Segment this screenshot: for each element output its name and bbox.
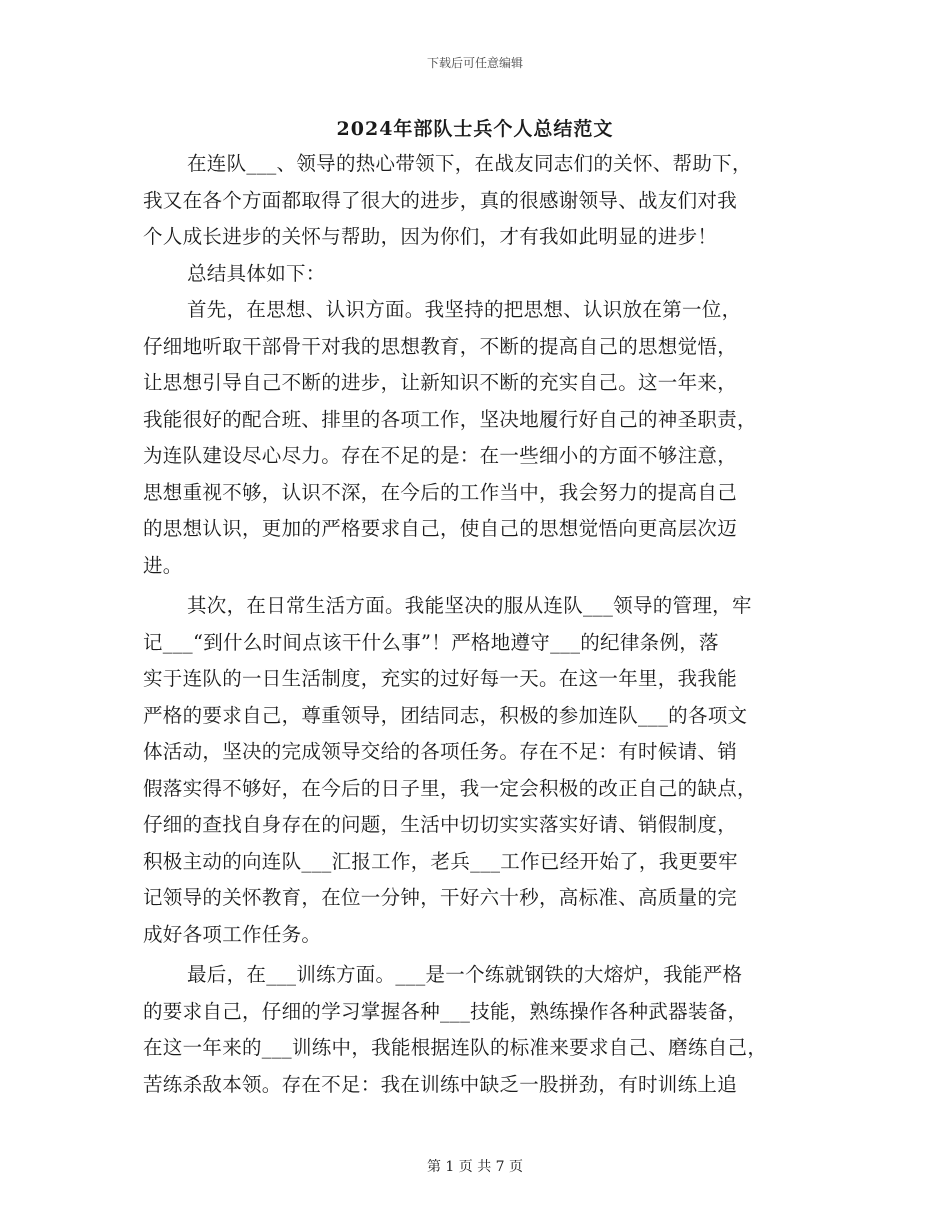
- paragraph-line: 记___“到什么时间点该干什么事”！严格地遵守___的纪律条例，落: [143, 630, 719, 654]
- paragraph-line: 最后，在___训练方面。___是一个练就钢铁的大熔炉，我能严格: [187, 963, 743, 986]
- paragraph-line: 我能很好的配合班、排里的各项工作，坚决地履行好自己的神圣职责，: [143, 407, 757, 431]
- paragraph-line: 让思想引导自己不断的进步，让新知识不断的充实自己。这一年来，: [143, 371, 738, 394]
- paragraph-line: 成好各项工作任务。: [143, 922, 322, 946]
- paragraph-line: 体活动，坚决的完成领导交给的各项任务。存在不足：有时候请、销: [143, 740, 738, 763]
- paragraph-line: 在这一年来的___训练中，我能根据连队的标准来要求自己、磨练自己，: [143, 1036, 768, 1059]
- paragraph-line: 在连队___、领导的热心带领下，在战友同志们的关怀、帮助下，: [187, 152, 752, 175]
- paragraph-line: 实于连队的一日生活制度，充实的过好每一天。在这一年里，我我能: [143, 667, 738, 690]
- paragraph-line: 思想重视不够，认识不深，在今后的工作当中，我会努力的提高自己: [143, 480, 738, 504]
- paragraph-line: 仔细地听取干部骨干对我的思想教育，不断的提高自己的思想觉悟，: [143, 334, 738, 358]
- header-note: 下载后可任意编辑: [426, 56, 523, 70]
- page-footer: 第 1 页 共 7 页: [426, 1159, 524, 1175]
- paragraph-line: 仔细的查找自身存在的问题，生活中切切实实落实好请、销假制度，: [143, 813, 738, 836]
- document-body: [143, 146, 813, 1103]
- document-title: 2024年部队士兵个人总结范文: [336, 118, 614, 140]
- paragraph-line: 积极主动的向连队___汇报工作，老兵___工作已经开始了，我更要牢: [143, 849, 738, 873]
- paragraph-line: 个人成长进步的关怀与帮助，因为你们，才有我如此明显的进步！: [143, 225, 718, 248]
- paragraph-line: 为连队建设尽心尽力。存在不足的是：在一些细小的方面不够注意，: [143, 444, 738, 467]
- paragraph-line: 的思想认识，更加的严格要求自己，使自己的思想觉悟向更高层次迈: [143, 517, 738, 540]
- paragraph-line: 总结具体如下：: [187, 261, 326, 285]
- paragraph-line: 假落实得不够好，在今后的日子里，我一定会积极的改正自己的缺点，: [143, 776, 757, 800]
- paragraph-line: 首先，在思想、认识方面。我坚持的把思想、认识放在第一位，: [187, 298, 742, 321]
- paragraph-line: 其次，在日常生活方面。我能坚决的服从连队___领导的管理，牢: [187, 594, 752, 617]
- paragraph-line: 进。: [143, 553, 183, 577]
- paragraph-line: 苦练杀敌本领。存在不足：我在训练中缺乏一股拼劲，有时训练上追: [143, 1072, 738, 1096]
- paragraph-line: 记领导的关怀教育，在位一分钟，干好六十秒，高标准、高质量的完: [143, 886, 738, 909]
- paragraph-line: 我又在各个方面都取得了很大的进步，真的很感谢领导、战友们对我: [143, 188, 738, 212]
- paragraph-line: 严格的要求自己，尊重领导，团结同志，积极的参加连队___的各项文: [143, 703, 748, 727]
- paragraph-line: 的要求自己，仔细的学习掌握各种___技能，熟练操作各种武器装备，: [143, 999, 748, 1023]
